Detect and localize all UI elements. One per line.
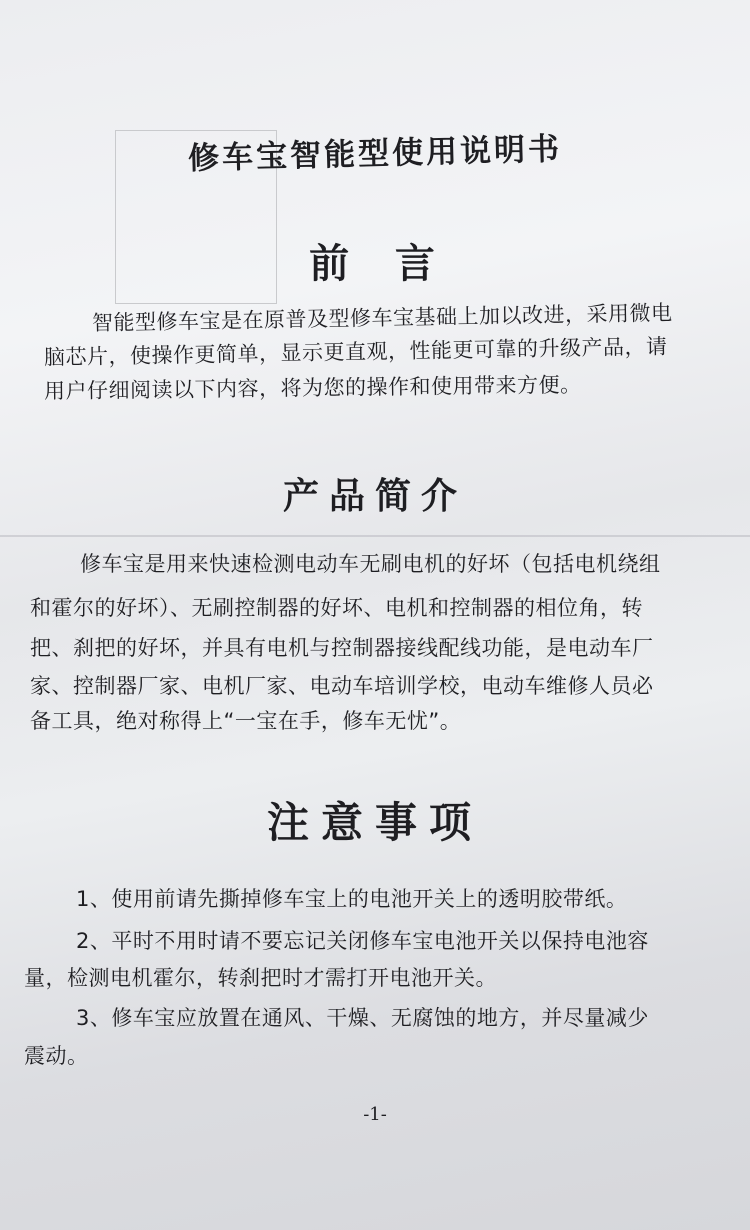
paper-crease — [0, 535, 750, 537]
intro-line: 备工具，绝对称得上“一宝在手，修车无忧”。 — [30, 709, 462, 733]
notes-line: 震动。 — [24, 1044, 89, 1068]
intro-line: 修车宝是用来快速检测电动车无刷电机的好坏（包括电机绕组 — [80, 552, 661, 576]
document-title: 修车宝智能型使用说明书 — [187, 131, 563, 177]
intro-line: 家、控制器厂家、电机厂家、电动车培训学校，电动车维修人员必 — [30, 674, 654, 698]
notes-line: 3、修车宝应放置在通风、干燥、无腐蚀的地方，并尽量减少 — [76, 1006, 649, 1030]
notes-line: 量，检测电机霍尔，转刹把时才需打开电池开关。 — [24, 966, 497, 990]
intro-line: 把、刹把的好坏，并具有电机与控制器接线配线功能，是电动车厂 — [30, 636, 654, 660]
page-number: -1- — [363, 1104, 387, 1125]
preface-line: 用户仔细阅读以下内容，将为您的操作和使用带来方便。 — [43, 372, 582, 404]
notes-line: 2、平时不用时请不要忘记关闭修车宝电池开关以保持电池容 — [76, 929, 649, 953]
preface-line: 智能型修车宝是在原普及型修车宝基础上加以改进，采用微电 — [91, 300, 673, 336]
intro-line: 和霍尔的好坏）、无刷控制器的好坏、电机和控制器的相位角，转 — [30, 596, 643, 620]
preface-heading: 前 言 — [309, 241, 441, 287]
notes-heading: 注意事项 — [266, 798, 483, 847]
intro-heading: 产品简介 — [282, 476, 467, 517]
notes-line: 1、使用前请先撕掉修车宝上的电池开关上的透明胶带纸。 — [76, 887, 628, 911]
preface-line: 脑芯片，使操作更简单，显示更直观，性能更可靠的升级产品，请 — [43, 334, 668, 370]
